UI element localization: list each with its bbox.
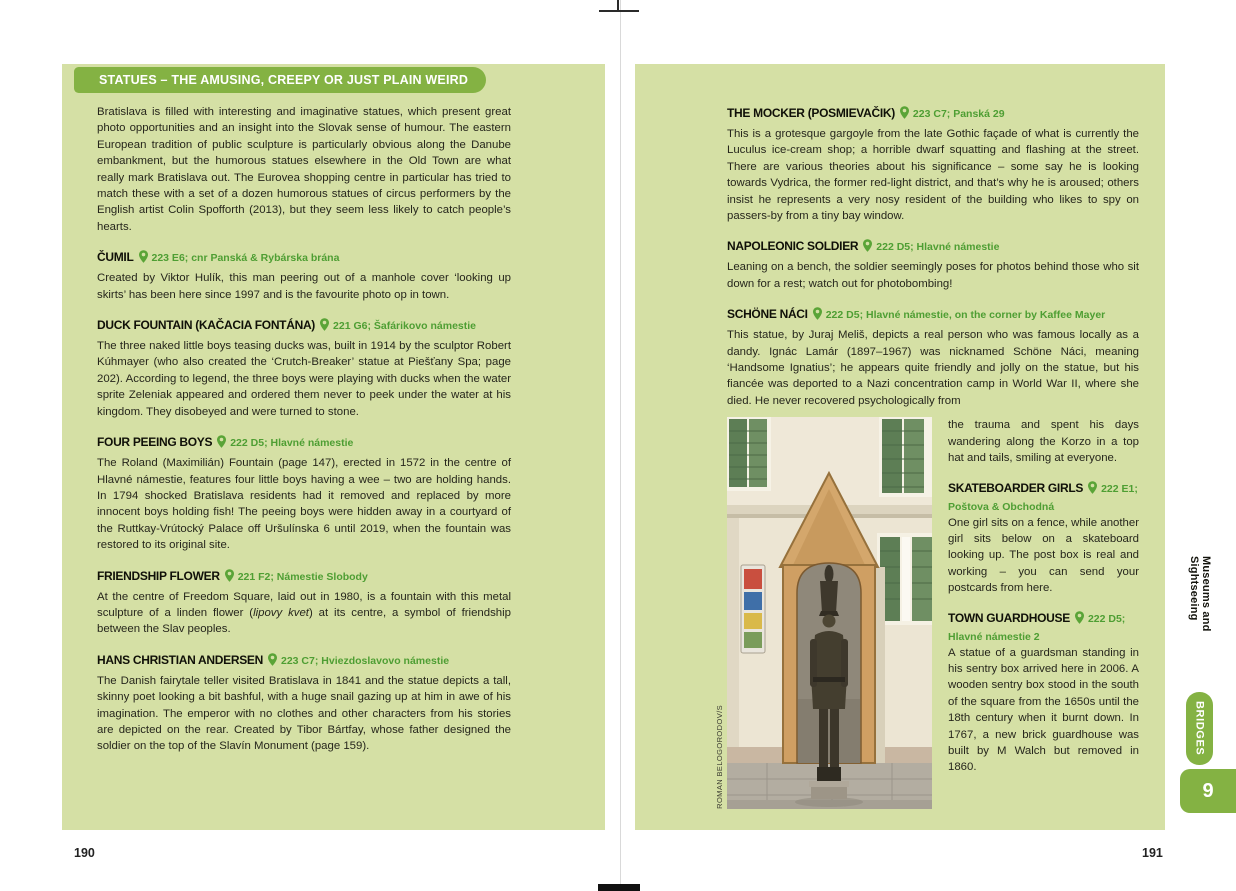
entry-cumil [97,248,511,303]
right-page-content [715,104,1139,810]
map-reference-line2: Poštova & Obchodná [948,500,1055,513]
page-right [635,64,1165,830]
entry-body: Created by Viktor Hulík, this man peering out of a manhole cover ‘looking up skirts’ has been here since 1997 and is the favourite photo op in town. [97,272,511,301]
crop-mark-top-bar [599,10,639,12]
intro-paragraph: Bratislava is filled with interesting and imaginative statues, which present great photo opportunities and an insight into the Slovak sense of humour. The eastern European tradition of public sculpture is particularly obvious along the Danube embankment, but the humorous statues elsewhere in the Old Town are what really mark Bratislava out. The Eurovea shopping centre in particular has tried to match these with a set of a dozen humorous statues of circus performers by the English artist Colin Spofforth (2013), but they seem less likely to catch people’s hearts. [97,106,511,233]
map-reference-line2: Hlavné námestie 2 [948,630,1040,643]
map-reference: 221 G6; Šafárikovo námestie [333,320,477,333]
entry-duck-fountain [97,316,511,420]
entry-body: The Roland (Maximilián) Fountain (page 147), erected in 1572 in the centre of Hlavné námestie, features four little boys having a wee – two are holding hands. In 1794 shocked Bratislava residents had it removed and replaced by more innocent boys holding fish! The peeing boys were hidden away in a courtyard of the Ruttkay-Vrútocký Palace off Uršulínska 6 until 2019, when the fountain was restored to its original site. [97,457,511,552]
entry-body-italic: lipovy kvet [253,606,309,619]
entry-title: TOWN GUARDHOUSE [948,610,1070,625]
entry-body: A statue of a guardsman standing in his sentry box arrived here in 2006. A wooden sentry box stood in the south of the square from the 1650s until the 18th century when it burnt down. In 1767, a new brick guardhouse was built by M Walch but removed in 1860. [948,646,1139,774]
entry-heading [97,567,511,587]
entry-town-guardhouse [948,609,1139,776]
photo-and-sidebar-row [715,417,1139,810]
edge-tab-bridges: BRIDGES [1186,692,1213,765]
section-banner-title: STATUES – THE AMUSING, CREEPY OR JUST PLAIN WEIRD [99,73,469,87]
entry-title: DUCK FOUNTAIN (KAČACIA FONTÁNA) [97,318,316,333]
entry-body: This statue, by Juraj Meliš, depicts a real person who was famous locally as a dandy. Ignác Lamár (1897–1967) was nicknamed Schöne Náci, meaning ‘Handsome Ignatius’; he appears quite friendly and jolly on the statue, but his fiancée was deported to a Nazi concentration camp in World War II, where she died. He never recovered psychologically from [727,329,1139,407]
entry-skateboarder-girls [948,479,1139,597]
entry-title: FOUR PEEING BOYS [97,435,213,450]
map-reference: 223 C7; Panská 29 [912,108,1005,120]
map-pin-icon [813,307,822,325]
map-reference: 222 D5; Hlavné námestie [230,437,354,450]
entry-title: NAPOLEONIC SOLDIER [727,239,859,254]
page-number-left: 190 [74,846,95,860]
statue-photo [715,417,932,810]
map-pin-icon [320,318,329,336]
map-reference: 222 D5; [1087,612,1126,625]
map-pin-icon [1075,611,1084,629]
map-pin-icon [863,239,872,257]
map-reference: 223 E6; cnr Panská & Rybárska brána [151,252,340,265]
entry-heading [948,609,1139,643]
entry-heading [97,248,511,268]
entry-body [97,589,511,638]
entry-title: HANS CHRISTIAN ANDERSEN [97,652,263,667]
page-number-right: 191 [1142,846,1163,860]
map-pin-icon [217,435,226,453]
map-reference: 221 F2; Námestie Slobody [237,570,368,583]
entry-heading [948,479,1139,513]
map-pin-icon [139,250,148,268]
entry-body: The three naked little boys teasing ducks was, built in 1914 by the sculptor Robert Kúhmayer (who also created the ‘Crutch-Breaker’ statue at Piešťany Spa; page 202). According to legend, the three boys were playing with ducks when the water sprite Zeleniak appeared and ordered them never to peek under the water at his kingdom. They disobeyed and were turned to stone. [97,340,511,418]
map-reference: 222 D5; Hlavné námestie [876,241,1000,254]
entry-the-mocker [727,104,1139,224]
page-fold-line [620,0,621,891]
entry-four-peeing-boys [97,433,511,553]
edge-tab-chapter-number: 9 [1180,769,1236,813]
map-reference: 222 D5; Hlavné námestie, on the corner by Kaffee Mayer [825,309,1106,322]
entry-body: Leaning on a bench, the soldier seemingly poses for photos behind those who sit down for a rest; watch out for photobombing! [727,261,1139,290]
page-left [62,64,605,830]
entry-body: The Danish fairytale teller visited Bratislava in 1841 and the statue depicts a tall, skinny poet looking a bit bashful, with a huge snail gazing up at him in awe of his imagination. The emperor with no clothes and other characters from his stories are depicted on the rear. Created by Tibor Bártfay, whose father designed the soldier on the top of the Slavín Monument (page 159). [97,674,511,753]
entry-hans-christian-andersen [97,651,511,755]
entry-title: SKATEBOARDER GIRLS [948,480,1084,495]
entry-schone-naci [727,305,1139,409]
entry-title: ČUMIL [97,250,134,265]
photo-credit: ROMAN BELOGORODOV/S [715,705,724,810]
entry-heading [97,433,511,453]
entry-heading [727,104,1139,124]
entry-heading [727,305,1139,325]
entry-heading [727,237,1139,257]
map-reference: 223 C7; Hviezdoslavovo námestie [281,654,450,667]
entry-body-text: At the centre of Freedom Square, laid out in 1980, is a fountain with this metal sculpture of a linden flower ( [97,590,511,619]
left-page-content [97,104,511,755]
map-reference: 222 E1; [1101,482,1138,495]
map-pin-icon [900,106,909,124]
entry-napoleonic-soldier [727,237,1139,292]
map-pin-icon [1088,481,1097,499]
section-banner [74,67,486,93]
schone-naci-continued: the trauma and spent his days wandering along the Korzo in a top hat and tails, smiling at everyone. [948,419,1139,465]
edge-section-label: Museums and Sightseeing [1188,556,1212,632]
crop-mark-bottom [598,884,640,891]
sentry-box-statue-image [727,417,932,809]
entry-title: FRIENDSHIP FLOWER [97,568,220,583]
entry-body-text: ) at its centre, a symbol of friendship between the Slav peoples. [97,606,511,636]
entry-body: One girl sits on a fence, while another girl sits below on a skateboard looking up. The post box is real and working – you can send your postcards from here. [948,516,1139,595]
entry-heading [97,316,511,336]
photo-side-column [948,417,1139,809]
entry-body: This is a grotesque gargoyle from the late Gothic façade of what is currently the Luculus ice-cream shop; a horrible dwarf squatting and flashing at the street. There are various theories about his significance – some say he is looking towards Vydrica, the former red-light district, and that’s why he is aroused; others insist he represents a very nosy resident of the building who likes to spy on passers-by from a tiny bay window. [727,128,1139,223]
entry-title: THE MOCKER (POSMIEVAČIK) [727,106,895,120]
entry-friendship-flower [97,567,511,638]
map-pin-icon [268,653,277,671]
entry-title: SCHÖNE NÁCI [727,307,808,322]
map-pin-icon [225,569,234,587]
entry-heading [97,651,511,671]
